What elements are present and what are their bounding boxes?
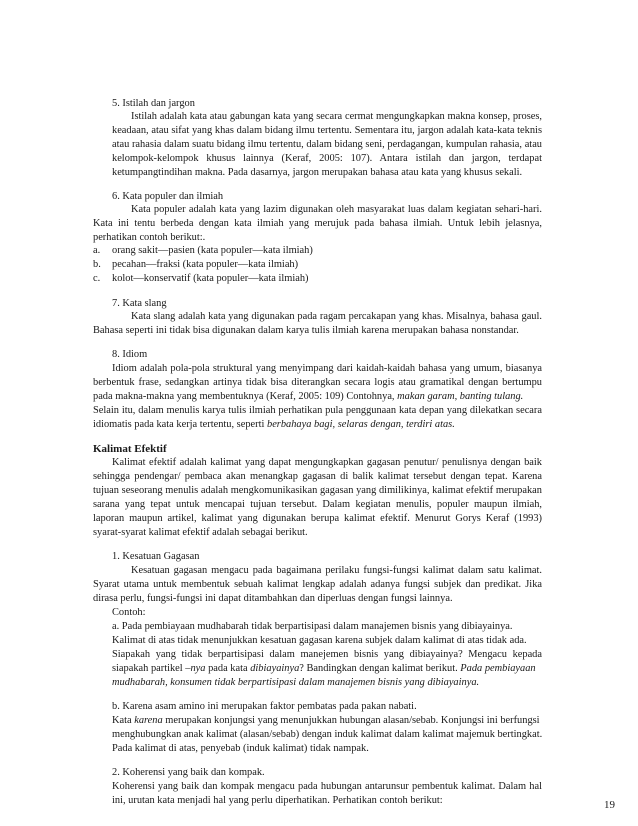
paragraph-line: menghubungkan anak kalimat (alasan/sebab) dengan induk kalimat dalam kalimat majemuk bertingkat.: [112, 729, 543, 740]
paragraph-line: Kalimat efektif adalah kalimat yang dapat mengungkapkan gagasan penutur/ penulisnya dengan baik: [112, 457, 542, 468]
text-run: Kata: [112, 715, 135, 726]
text-run: idiomatis pada kata kerja tertentu, seperti: [93, 419, 265, 430]
paragraph-line: keadaan, atau sifat yang khas dalam bidang ilmu tertentu. Sementara itu, jargon adalah kata-kata teknis: [112, 125, 542, 136]
paragraph-line: Kata slang adalah kata yang digunakan pada ragam percakapan yang khas. Misalnya, bahasa gaul.: [131, 311, 542, 322]
text-run: ? Bandingkan dengan kalimat berikut.: [299, 663, 461, 674]
example-b: b. Karena asam amino ini merupakan faktor pembatas pada pakan nabati.: [112, 701, 417, 712]
list-marker: a.: [93, 245, 101, 256]
paragraph-line: Kata ini tentu berbeda dengan kata ilmiah yang merujuk pada bahasa ilmiah. Untuk lebih jelasnya,: [93, 218, 542, 229]
italic-example: mudhabarah, konsumen tidak berpartisipasi dalam manajemen bisnis yang dibiayainya.: [112, 677, 480, 688]
list-item: kolot—konservatif (kata populer—kata ilmiah): [112, 273, 309, 284]
paragraph-line: sarana yang tepat untuk mencapai tujuan tersebut. Dalam kegiatan menulis, populer maupun ilmiah,: [93, 499, 542, 510]
paragraph-line: laporan maupun artikel, kalimat yang digunakan berupa kalimat efektif. Menurut Gorys Keraf (1993): [93, 513, 542, 524]
paragraph-line: perhatikan contoh berikut:.: [93, 232, 206, 243]
paragraph-line: Idiom adalah pola-pola struktural yang menyimpang dari kaidah-kaidah bahasa yang umum, biasanya: [112, 363, 542, 374]
italic-run: nya: [190, 663, 206, 674]
heading-istilah-jargon: 5. Istilah dan jargon: [112, 98, 195, 109]
text-run: siapakah partikel –: [112, 663, 191, 674]
list-item: orang sakit—pasien (kata populer—kata ilmiah): [112, 245, 313, 256]
heading-kesatuan-gagasan: 1. Kesatuan Gagasan: [112, 551, 200, 562]
paragraph-line: atau rahasia dalam suatu bidang ilmu tertentu, dalam bidang seni, perdagangan, kumpulan rahasia, atau: [112, 139, 542, 150]
paragraph-line: [112, 714, 540, 728]
section-title-kalimat-efektif: Kalimat Efektif: [93, 443, 167, 455]
heading-idiom: 8. Idiom: [112, 349, 148, 360]
italic-run: Pada pembiayaan: [460, 663, 536, 674]
paragraph-line: ketumpangtindihan makna. Pada dasarnya, jargon merupakan bahasa atau kata yang khusus sekali.: [112, 167, 523, 178]
paragraph-line: Istilah adalah kata atau gabungan kata yang secara cermat mengungkapkan makna konsep, proses,: [131, 111, 542, 122]
paragraph-line: Kalimat di atas tidak menunjukkan kesatuan gagasan karena subjek dalam kalimat di atas tidak ada.: [112, 635, 527, 646]
paragraph-line: sehingga pendengar/ pembaca akan menangkap gagasan di balik kalimat tersebut dengan tepat. Karena: [93, 471, 542, 482]
paragraph-line: Syarat utama untuk membentuk sebuah kalimat lengkap adalah adanya fungsi subjek dan predikat. Jika: [93, 579, 542, 590]
paragraph-line: [112, 662, 536, 676]
heading-kata-slang: 7. Kata slang: [112, 298, 167, 309]
italic-example: makan garam, banting tulang.: [397, 391, 524, 402]
list-item: pecahan—fraksi (kata populer—kata ilmiah): [112, 259, 299, 270]
paragraph-line: ini, urutan kata menjadi hal yang perlu diperhatikan. Perhatikan contoh berikut:: [112, 795, 443, 806]
paragraph-line: tujuan seseorang menulis adalah mengkomunikasikan gagasan yang dimilikinya, kalimat efektif merupakan: [93, 485, 542, 496]
text-run: merupakan konjungsi yang menunjukkan hubungan alasan/sebab. Konjungsi ini berfungsi: [162, 715, 540, 726]
paragraph-line: dirasa perlu, fungsi-fungsi ini dapat ditambahkan dan diperluas dengan fungsi lainnya.: [93, 593, 453, 604]
contoh-label: Contoh:: [112, 607, 146, 618]
paragraph-line: berbentuk frase, sedangkan artinya tidak bisa diterangkan secara logis atau gramatikal dengan bertumpu: [93, 377, 542, 388]
list-marker: b.: [93, 259, 101, 270]
italic-example: berbahaya bagi, selaras dengan, terdiri atas.: [267, 419, 455, 430]
text-run: pada makna-makna yang membentuknya (Keraf, 2005: 109) Contohnya,: [93, 391, 395, 402]
paragraph-line: Kata populer adalah kata yang lazim digunakan oleh masyarakat luas dalam kegiatan sehari-hari.: [131, 204, 542, 215]
paragraph-line: Bahasa seperti ini tidak bisa digunakan dalam karya tulis ilmiah karena merupakan bahasa nonstandar.: [93, 325, 519, 336]
example-a: a. Pada pembiayaan mudhabarah tidak berpartisipasi dalam manajemen bisnis yang dibiayainya.: [112, 621, 513, 632]
paragraph-line: Koherensi yang baik dan kompak mengacu pada hubungan antarunsur pembentuk kalimat. Dalam hal: [112, 781, 542, 792]
heading-koherensi: 2. Koherensi yang baik dan kompak.: [112, 767, 265, 778]
italic-run: karena: [134, 715, 163, 726]
italic-run: dibiayainya: [250, 663, 300, 674]
paragraph-line: Selain itu, dalam menulis karya tulis ilmiah perhatikan pula penggunaan kata depan yang dilekatkan secara: [93, 405, 542, 416]
paragraph-line: Pada kalimat di atas, penyebab (induk kalimat) tidak nampak.: [112, 743, 369, 754]
heading-kata-populer: 6. Kata populer dan ilmiah: [112, 191, 224, 202]
list-marker: c.: [93, 273, 101, 284]
paragraph-line: [93, 390, 523, 404]
paragraph-line: [93, 418, 455, 432]
paragraph-line: kelompok-kelompok khusus lainnya (Keraf, 2005: 107). Antara istilah dan jargon, terdapat: [112, 153, 542, 164]
paragraph-line: Siapakah yang tidak berpartisipasi dalam manejemen bisnis yang dibiayainya? Mengacu kepada: [112, 649, 542, 660]
paragraph-line: syarat-syarat kalimat efektif adalah sebagai berikut.: [93, 527, 308, 538]
page-number: 19: [604, 799, 615, 811]
text-run: pada kata: [205, 663, 251, 674]
paragraph-line: Kesatuan gagasan mengacu pada bagaimana perilaku fungsi-fungsi kalimat dalam satu kalimat.: [131, 565, 542, 576]
